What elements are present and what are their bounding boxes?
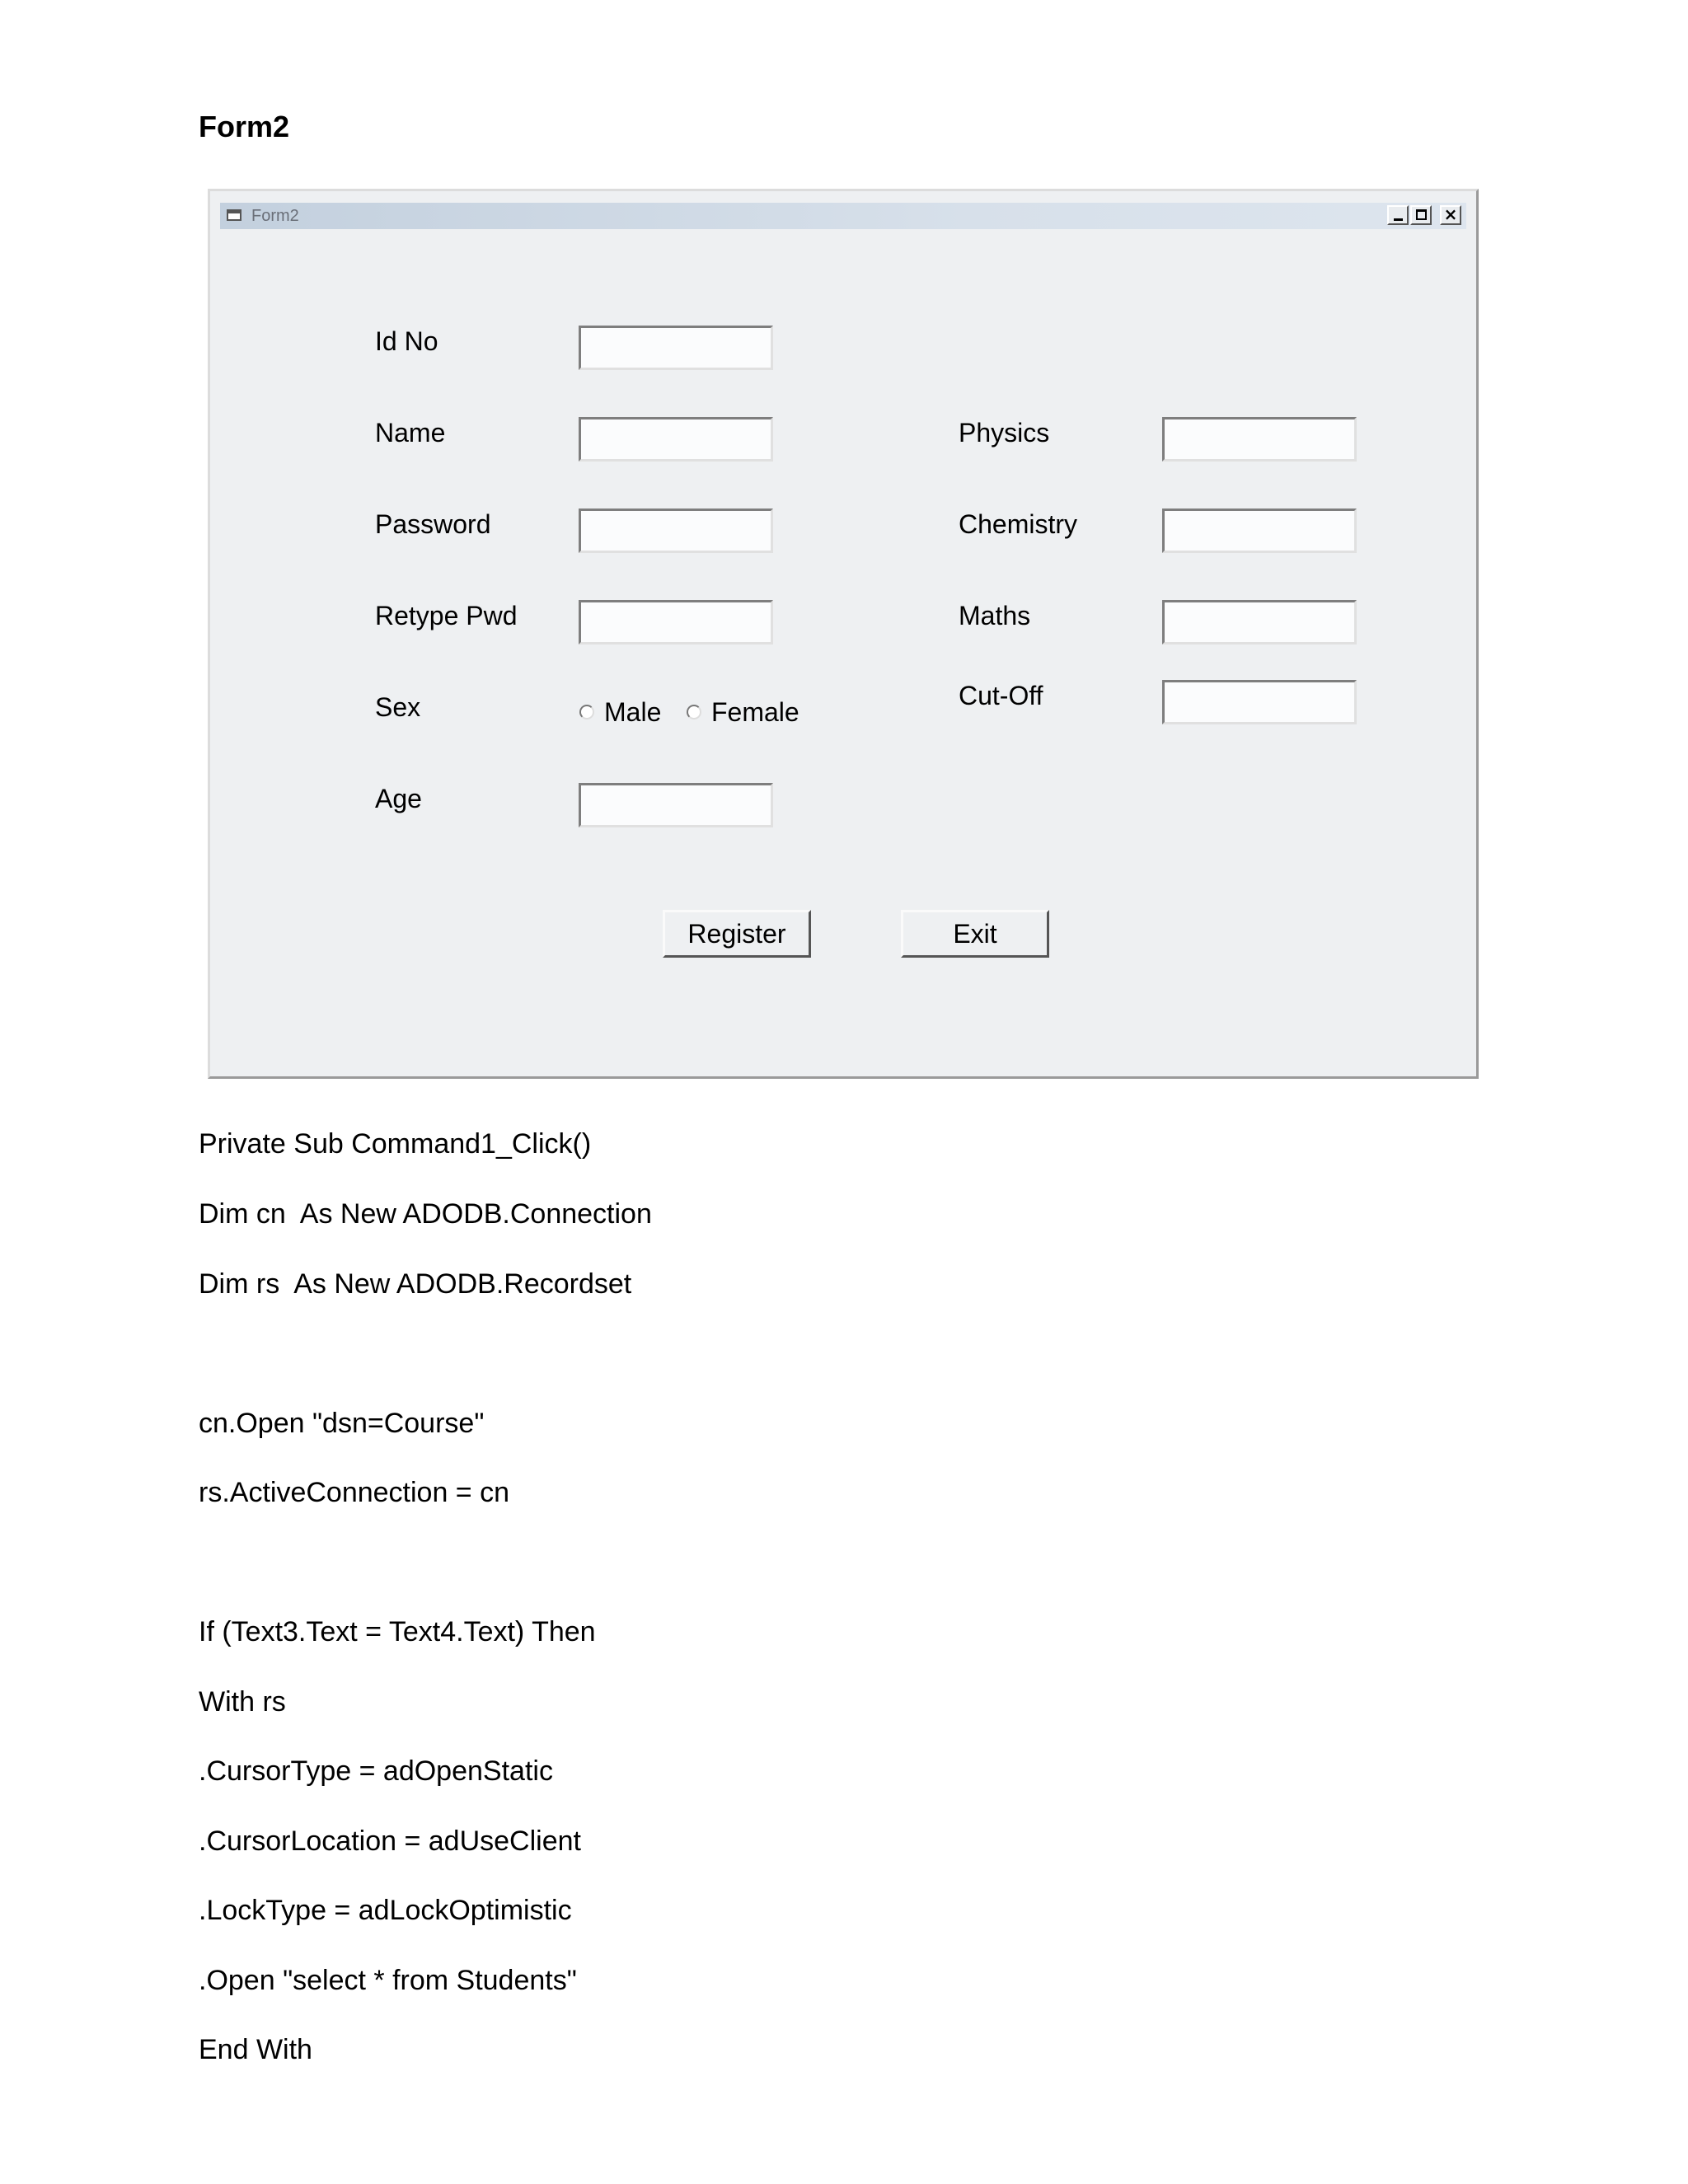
sex-female-radio[interactable] — [687, 696, 799, 729]
exit-button[interactable]: Exit — [901, 910, 1049, 958]
chemistry-input[interactable] — [1162, 509, 1357, 553]
code-line: End With — [199, 2034, 312, 2065]
form2-window — [208, 189, 1479, 1079]
code-line: .Open "select * from Students" — [199, 1965, 577, 1996]
name-input[interactable] — [579, 417, 773, 462]
code-line: .LockType = adLockOptimistic — [199, 1895, 572, 1926]
label-physics: Physics — [959, 418, 1050, 448]
label-password: Password — [375, 509, 491, 539]
label-chemistry: Chemistry — [959, 509, 1078, 539]
retype-pwd-input[interactable] — [579, 600, 773, 644]
label-maths: Maths — [959, 601, 1031, 630]
code-line: rs.ActiveConnection = cn — [199, 1477, 510, 1508]
password-input[interactable] — [579, 509, 773, 553]
document-heading: Form2 — [199, 110, 290, 143]
code-line: Private Sub Command1_Click() — [199, 1128, 592, 1160]
code-line: .CursorType = adOpenStatic — [199, 1755, 553, 1787]
label-id-no: Id No — [375, 326, 438, 356]
window-title: Form2 — [251, 207, 299, 225]
physics-input[interactable] — [1162, 417, 1357, 462]
radio-label-male: Male — [604, 697, 662, 727]
label-sex: Sex — [375, 692, 421, 722]
radio-label-female: Female — [711, 697, 799, 727]
form-window-icon — [227, 209, 241, 221]
label-retype-pwd: Retype Pwd — [375, 601, 518, 630]
register-button[interactable]: Register — [663, 910, 811, 958]
code-line: cn.Open "dsn=Course" — [199, 1408, 485, 1439]
radio-circle-icon — [687, 705, 701, 719]
maximize-button[interactable] — [1410, 205, 1432, 225]
label-age: Age — [375, 784, 422, 813]
sex-male-radio[interactable] — [579, 696, 661, 729]
label-name: Name — [375, 418, 446, 448]
age-input[interactable] — [579, 783, 773, 827]
maths-input[interactable] — [1162, 600, 1357, 644]
close-icon: × — [1443, 204, 1458, 224]
id-no-input[interactable] — [579, 326, 773, 370]
code-line: Dim cn As New ADODB.Connection — [199, 1198, 652, 1230]
minimize-icon — [1394, 218, 1403, 221]
maximize-icon — [1416, 209, 1427, 220]
code-line: With rs — [199, 1686, 286, 1718]
code-line: Dim rs As New ADODB.Recordset — [199, 1268, 632, 1300]
radio-circle-icon — [579, 705, 594, 719]
window-titlebar[interactable] — [220, 203, 1466, 229]
code-line: .CursorLocation = adUseClient — [199, 1825, 581, 1857]
code-line: If (Text3.Text = Text4.Text) Then — [199, 1616, 596, 1647]
close-button[interactable] — [1440, 205, 1461, 225]
minimize-button[interactable] — [1387, 205, 1409, 225]
cut-off-input[interactable] — [1162, 680, 1357, 724]
label-cut-off: Cut-Off — [959, 681, 1043, 710]
